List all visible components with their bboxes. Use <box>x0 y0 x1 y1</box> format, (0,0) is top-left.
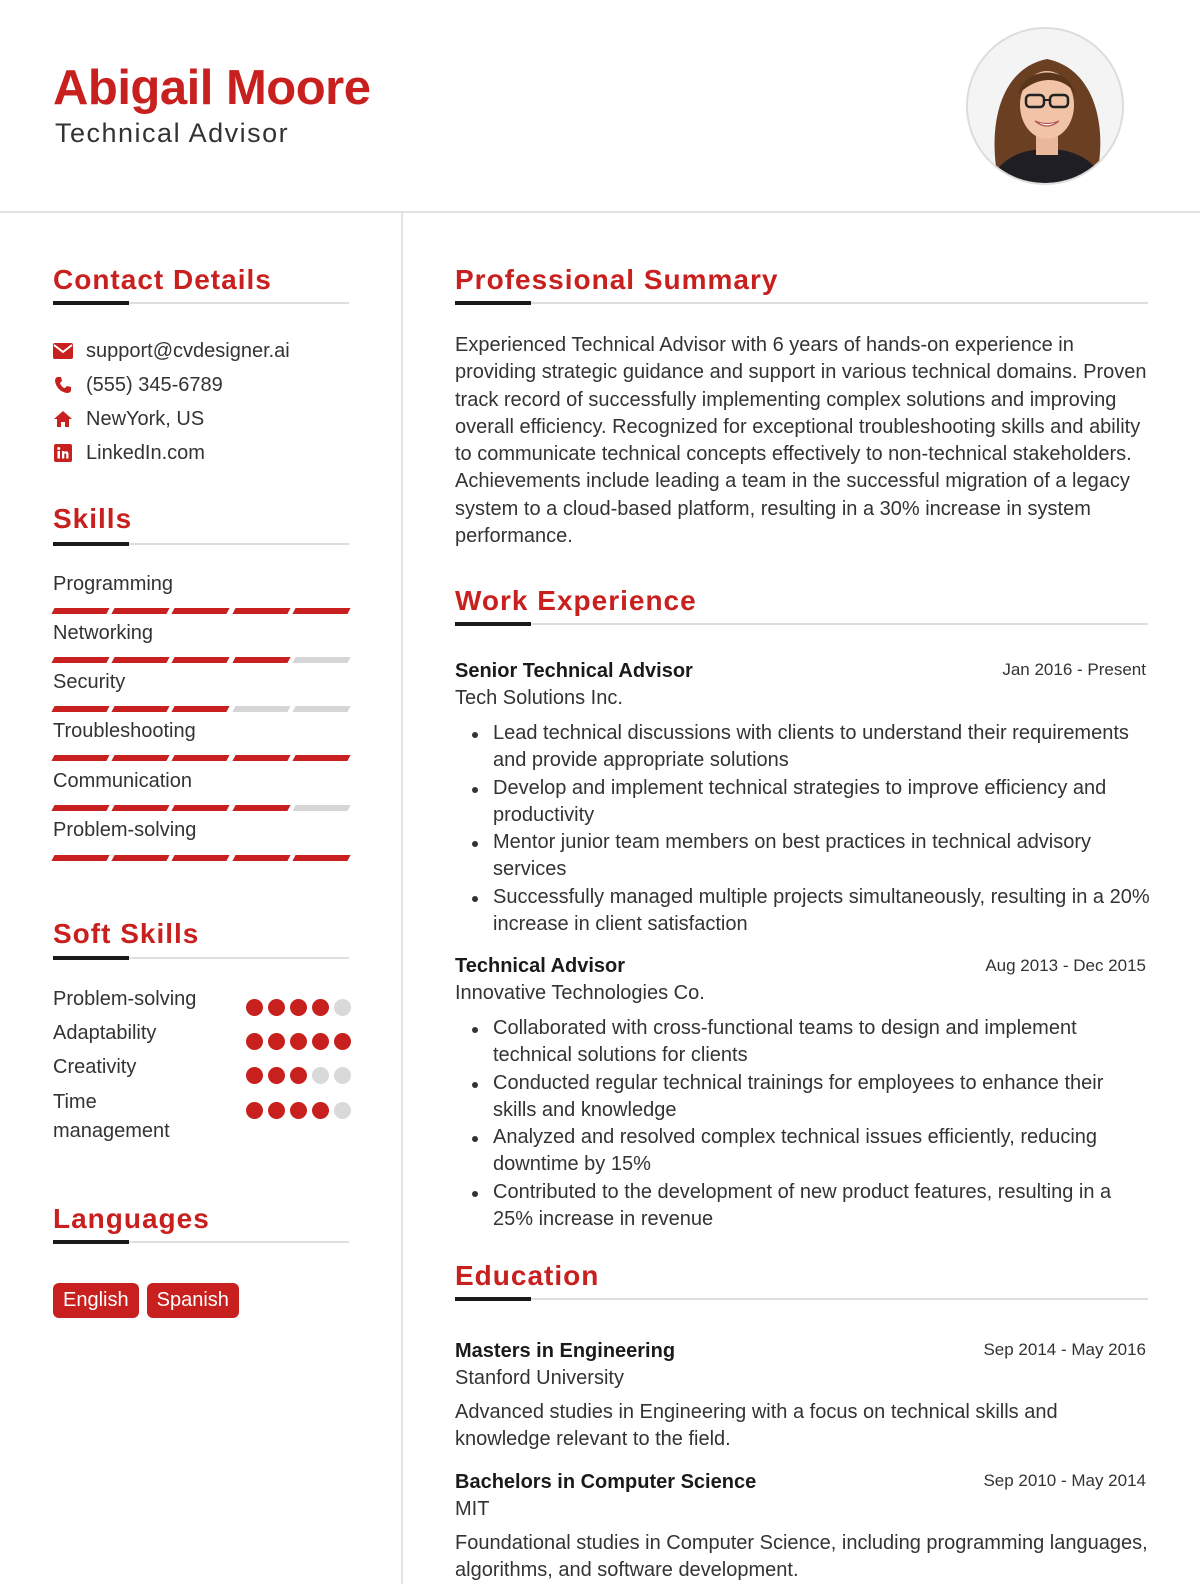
job-bullet: Contributed to the development of new product features, resulting in a 25% increase in revenue <box>472 1179 1152 1234</box>
contact-email[interactable] <box>53 338 290 364</box>
education-dates: Sep 2010 - May 2014 <box>983 1471 1146 1490</box>
job-bullet: Analyzed and resolved complex technical issues efficiently, reducing downtime by 15% <box>472 1124 1152 1179</box>
skill-name: Security <box>53 671 126 693</box>
rating-dot <box>334 1033 351 1050</box>
skill-name: Communication <box>53 770 192 792</box>
phone-icon <box>53 375 73 395</box>
soft-skill-rating <box>246 1067 351 1084</box>
profile-photo <box>966 27 1124 185</box>
skill-level-segment <box>112 805 170 811</box>
skill-name: Programming <box>53 573 174 595</box>
skill-level-segment <box>112 855 170 861</box>
skill-level-segment <box>292 608 350 614</box>
rating-dot <box>312 1067 329 1084</box>
rating-dot <box>334 999 351 1016</box>
rating-dot <box>246 1102 263 1119</box>
skill-level-bar <box>53 804 349 812</box>
skill-level-segment <box>232 755 290 761</box>
soft-skill-rating <box>246 999 351 1016</box>
rating-dot <box>268 1102 285 1119</box>
skill-level-bar <box>53 754 349 762</box>
contact-phone-text: (555) 345-6789 <box>86 373 223 396</box>
envelope-icon <box>53 341 73 361</box>
soft-skill-rating <box>246 1033 351 1050</box>
skill-level-segment <box>292 706 350 712</box>
candidate-name: Abigail Moore <box>53 61 371 115</box>
education-school: MIT <box>455 1498 490 1520</box>
language-tag: English <box>53 1283 139 1318</box>
experience-heading: Work Experience <box>455 585 697 616</box>
skill-level-segment <box>112 706 170 712</box>
job-title: Technical Advisor <box>455 955 626 977</box>
rating-dot <box>246 1067 263 1084</box>
skill-name: Troubleshooting <box>53 720 196 742</box>
job-bullet: Lead technical discussions with clients to understand their requirements and provide appropriate solutions <box>472 720 1152 775</box>
skill-level-segment <box>172 608 230 614</box>
rating-dot <box>312 999 329 1016</box>
job-dates: Aug 2013 - Dec 2015 <box>985 956 1146 975</box>
language-tag: Spanish <box>147 1283 239 1318</box>
rating-dot <box>268 999 285 1016</box>
skill-level-bar <box>53 607 349 615</box>
soft-skill-name: Time management <box>53 1091 170 1142</box>
job-title: Senior Technical Advisor <box>455 660 693 682</box>
job-bullet: Conducted regular technical trainings for employees to enhance their skills and knowledge <box>472 1070 1152 1125</box>
education-degree: Bachelors in Computer Science <box>455 1471 757 1493</box>
experience-heading-rule <box>455 623 1148 625</box>
skill-level-segment <box>232 608 290 614</box>
skill-level-segment <box>172 805 230 811</box>
languages-heading-rule <box>53 1241 349 1243</box>
contact-linkedin[interactable] <box>53 440 205 466</box>
rating-dot <box>246 1033 263 1050</box>
job-bullet: Collaborated with cross-functional teams to design and implement technical solutions for clients <box>472 1015 1152 1070</box>
skill-level-segment <box>112 608 170 614</box>
skill-level-bar <box>53 656 349 664</box>
skills-heading: Skills <box>53 503 133 534</box>
job-bullets <box>472 1015 1152 1233</box>
rating-dot <box>268 1067 285 1084</box>
rating-dot <box>246 999 263 1016</box>
resume-header <box>0 0 1200 213</box>
soft-skill-name: Creativity <box>53 1056 137 1078</box>
education-degree: Masters in Engineering <box>455 1340 676 1362</box>
skill-level-segment <box>112 755 170 761</box>
job-bullet: Mentor junior team members on best practices in technical advisory services <box>472 829 1152 884</box>
skill-level-segment <box>292 755 350 761</box>
skill-level-segment <box>172 657 230 663</box>
job-company: Tech Solutions Inc. <box>455 687 623 709</box>
language-tags <box>53 1283 239 1318</box>
skill-level-segment <box>112 657 170 663</box>
job-bullet: Develop and implement technical strategies to improve efficiency and productivity <box>472 775 1152 830</box>
skill-level-segment <box>232 805 290 811</box>
job-company: Innovative Technologies Co. <box>455 982 705 1004</box>
skill-level-segment <box>172 706 230 712</box>
contact-phone[interactable] <box>53 372 223 398</box>
skill-level-segment <box>51 755 109 761</box>
skill-level-segment <box>172 855 230 861</box>
rating-dot <box>334 1067 351 1084</box>
contact-email-text: support@cvdesigner.ai <box>86 339 290 362</box>
education-description: Advanced studies in Engineering with a focus on technical skills and knowledge relevant to the field. <box>455 1401 1058 1451</box>
rating-dot <box>290 999 307 1016</box>
skill-level-segment <box>51 657 109 663</box>
soft-skill-name: Problem-solving <box>53 988 197 1010</box>
skill-level-segment <box>172 755 230 761</box>
education-description: Foundational studies in Computer Science, including programming languages, algorithms, and software development. <box>455 1532 1148 1582</box>
rating-dot <box>312 1102 329 1119</box>
skill-level-segment <box>232 706 290 712</box>
rating-dot <box>268 1033 285 1050</box>
languages-heading: Languages <box>53 1203 210 1234</box>
contact-linkedin-text: LinkedIn.com <box>86 441 205 464</box>
soft-skills-heading: Soft Skills <box>53 918 200 949</box>
skill-level-segment <box>292 657 350 663</box>
skill-level-segment <box>51 608 109 614</box>
candidate-title: Technical Advisor <box>55 118 290 148</box>
summary-text: Experienced Technical Advisor with 6 years of hands-on experience in providing strategic guidance and support in various technical domains. Proven track record of successfully implementing complex solutions and improving overall efficiency. Recognized for exceptional troubleshooting skills and ability to communicate technical concepts effectively to non-technical stakeholders. Achievements include leading a team in the successful migration of a legacy system to a cloud-based platform, resulting in a 30% increase in system performance. <box>455 334 1147 548</box>
rating-dot <box>290 1102 307 1119</box>
skill-level-segment <box>51 855 109 861</box>
contact-location-text: NewYork, US <box>86 407 205 430</box>
soft-skills-heading-rule <box>53 957 349 959</box>
contact-heading-rule <box>53 302 349 304</box>
rating-dot <box>312 1033 329 1050</box>
education-heading-rule <box>455 1298 1148 1300</box>
soft-skill-rating <box>246 1102 351 1119</box>
skill-level-segment <box>232 855 290 861</box>
contact-location <box>53 406 204 432</box>
rating-dot <box>290 1067 307 1084</box>
linkedin-icon <box>53 443 73 463</box>
skill-name: Networking <box>53 622 154 644</box>
rating-dot <box>290 1033 307 1050</box>
skills-heading-rule <box>53 543 349 545</box>
job-bullets <box>472 720 1152 938</box>
summary-heading: Professional Summary <box>455 264 779 295</box>
skill-level-segment <box>292 855 350 861</box>
summary-heading-rule <box>455 302 1148 304</box>
skill-level-segment <box>51 805 109 811</box>
skill-level-segment <box>51 706 109 712</box>
education-heading: Education <box>455 1260 600 1291</box>
skill-name: Problem-solving <box>53 819 197 841</box>
contact-heading: Contact Details <box>53 264 272 295</box>
soft-skill-name: Adaptability <box>53 1022 157 1044</box>
skill-level-segment <box>232 657 290 663</box>
home-icon <box>53 409 73 429</box>
skill-level-bar <box>53 705 349 713</box>
job-bullet: Successfully managed multiple projects simultaneously, resulting in a 20% increase in client satisfaction <box>472 884 1152 939</box>
education-dates: Sep 2014 - May 2016 <box>983 1340 1146 1359</box>
column-divider <box>401 213 403 1584</box>
skill-level-segment <box>292 805 350 811</box>
rating-dot <box>334 1102 351 1119</box>
skill-level-bar <box>53 854 349 862</box>
education-school: Stanford University <box>455 1367 624 1389</box>
job-dates: Jan 2016 - Present <box>1002 660 1146 679</box>
